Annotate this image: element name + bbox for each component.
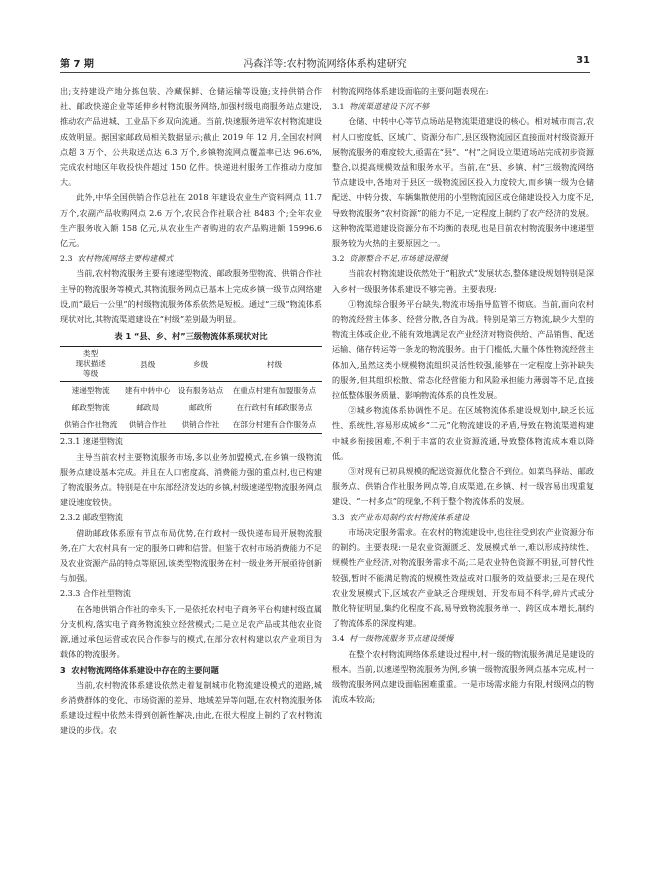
column-header: 村级 (227, 347, 322, 382)
subsection-heading-2-3-1: 2.3.1 速递型物流 (60, 437, 123, 447)
section-heading-3-4 (332, 631, 594, 646)
paragraph: ①物流综合服务平台缺失,物流市场指导监管不彻底。当前,面向农村的物流经营主体多、经营分散,各自为战。特别是第三方物流,缺少大型的物流主体或企业,不能有效地满足农产业经济对物资供给、产品销售、配送运输、储存转运等一条龙的物流服务。由于门槛低,大量个体性物流经营主体加入,虽然这类小规模物流组织灵活性较强,能够在一定程度上弥补缺失的服务,但其组织松散、常态化经营能力和风险承担能力薄弱等不足,直接拉低整体服务质量、影响物流体系的良性发展。 (332, 298, 594, 401)
paragraph: 在整个农村物流网络体系建设过程中,村一级的物流服务满足是建设的根本。当前,以速递型物流服务为例,乡镇一级物流服务网点基本完成,村一级物流服务网点建设面临困难重重。一是市场需求能力有限,村级网点的物流成本较高; (332, 648, 594, 705)
comparison-table (60, 346, 322, 434)
section-number: 2.3 (60, 254, 73, 264)
running-title: 冯森洋等:农村物流网络体系构建研究 (243, 59, 407, 70)
section-number: 3.2 (332, 254, 345, 264)
running-header (60, 55, 590, 71)
paragraph: 主导当前农村主要物流服务市场,多以业务加盟模式,在乡镇一级物流服务点建设基本完成。并且在人口密度高、消费能力强的重点村,也已构建了物流服务点。特别是在中东部经济发达的乡镇,村级速递型物流服务网点建设速度较快。 (60, 451, 322, 508)
table-header-row (60, 347, 322, 382)
corner-label-desc: 现状描述 (75, 359, 106, 369)
table-cell: 邮政型物流 (71, 403, 110, 413)
section-heading-3-3 (332, 510, 594, 525)
subsection-heading-2-3-3: 2.3.3 合作社型物流 (60, 589, 131, 599)
section-heading-2-3 (60, 251, 322, 266)
table-corner-header (60, 347, 121, 382)
corner-label-level: 等级 (83, 369, 99, 379)
table-cell: 供销合作社物流 (64, 420, 118, 430)
section-title: 村一级物流服务节点建设缓慢 (349, 634, 454, 644)
subsection-heading-2-3-2: 2.3.2 邮政型物流 (60, 513, 123, 523)
paragraph: 村物流网络体系建设面临的主要问题表现在: (332, 86, 489, 96)
table-row (60, 416, 322, 434)
table-cell: 供销合作社 (128, 420, 167, 430)
paragraph: ②城乡物流体系协调性不足。在区域物流体系建设规划中,缺乏长远性、系统性,容易形成城乡“二元”化物流建设的矛盾,导致在物流渠道构建中城乡衔接困难,不利于丰富的农业资源流通,导致整体物流成本难以降低。 (332, 405, 594, 461)
section-heading-3-2 (332, 251, 594, 266)
section-number: 3.1 (332, 102, 345, 112)
table-cell: 在行政村有邮政服务点 (236, 403, 313, 413)
section-heading-3 (60, 663, 322, 678)
paragraph: 借助邮政体系原有节点布局优势,在行政村一级快递布局开展物流服务,在广大农村具有一定的服务口碑和信誉。但鉴于农村市场消费能力不足及农业资源产品的特点等原因,该类型物流服务在村一级业务开展亟待创新与加强。 (60, 527, 322, 584)
section-number: 3.4 (332, 634, 345, 644)
section-heading-3-1 (332, 99, 594, 114)
section-number: 3.3 (332, 512, 345, 522)
issue-number: 第 7 期 (60, 59, 94, 70)
header-rule (60, 72, 590, 73)
section-title: 农村物流网络体系建设中存在的主要问题 (71, 664, 219, 675)
section-title: 资源整合不足,市场建设滞缓 (349, 254, 449, 264)
left-column (60, 84, 322, 739)
section-number: 3 (60, 664, 66, 675)
paragraph: 出;支持建设产地分拣包装、冷藏保鲜、仓储运输等设施;支持供销合作社、邮政快递企业等延伸乡村物流服务网络,加强村级电商服务站点建设,推动农产品进城、工业品下乡双向流通。当前,快速服务进军农村物流建设成效明显。据国家邮政局相关数据显示;截止 2019 年 12 月,全国农村网点超 3 万个、公共取送点达 6.3 万个,乡镇物流网点覆盖率已达 96.6%,完成农村地区年收投快件超过 150 亿件。快递进村服务工作推动力度加大。 (60, 86, 322, 188)
column-header: 县级 (121, 347, 174, 382)
table-cell: 设有服务站点 (177, 386, 224, 396)
corner-label-type: 类型 (83, 349, 99, 359)
table-cell: 在重点村建有加盟服务点 (232, 386, 317, 396)
table-caption: 表 1 “县、乡、村”三级物流体系现状对比 (114, 331, 268, 342)
paragraph: 市场决定服务需求。在农村的物流建设中,也往往受到农产业资源分布的制约。主要表现:一是农业资源匮乏、发展模式单一,难以形成持续性、规模性产业经济,对物流服务需求不高;二是农业特色资源不明显,可替代性较强,暂时不能满足物流的规模性效益或对口服务的效益要求;三是在现代农业发展模式下,区域农产业缺乏合理规划、开发布局不科学,碎片式或分散化特征明显,集约化程度不高,易导致物流服务单一、跨区成本增长,制约了物流体系的深度构建。 (332, 526, 594, 629)
paragraph: 当前农村物流建设依然处于“粗放式”发展状态,整体建设规划特别是深入乡村一级服务体系建设不够完善。主要表现: (332, 268, 594, 294)
table-cell: 在部分村建有合作服务点 (232, 420, 317, 430)
paragraph: 仓储、中转中心等节点场站是物流渠道建设的核心。相对城市而言,农村人口密度低、区域广、资源分布广,县区级物流园区直接面对村级资源开展物流服务的难度较大,亟需在“县”、“村”之间设立渠道场站完成初步资源整合,以提高规模效益和服务水平。当前,在“县、乡镇、村”三级物流网络节点建设中,各地对于县区一级物流园区投入力度较大,而乡镇一级为仓储配送、中转分拨、车辆集散使用的小型物流园区或仓储建设投入力度不足,导致物流服务“农村资源”的能力不足,一定程度上制约了农产经济的发展。这种物流渠道建设资源分布不均衡的表现,也是目前农村物流服务中速递型服务较为火热的主要原因之一。 (332, 116, 594, 249)
section-title: 农产业布局制约农村物流体系建设 (349, 512, 470, 522)
section-title: 农村物流网络主要构建模式 (77, 254, 174, 264)
paragraph: 此外,中华全国供销合作总社在 2018 年建设农业生产资料网点 11.7 万个,农副产品收购网点 2.6 万个,农民合作社联合社 8483 个;全年农业生产服务收入额 158 亿元,从农业生产者购进的农产品购进额 15996.6 亿元。 (60, 192, 322, 249)
paragraph: 当前,农村物流服务主要有速递型物流、邮政服务型物流、供销合作社主导的物流服务等模式,其物流服务网点已基本上完成乡镇一级节点网络建设,而“最后一公里”的村级物流服务体系依然是短板。通过“三级”物流体系现状对比,其物流渠道建设在“村级”差别最为明显。 (60, 268, 322, 325)
paragraph: ③对现有已初具规模的配送资源优化整合不到位。如菜鸟驿站、邮政服务点、供销合作社服务网点等,自成渠道,在乡镇、村一级容易出现重复建设、“一村多点”的现象,不利于整个物流体系的发展。 (332, 466, 594, 507)
section-title: 物流渠道建设下沉不够 (349, 102, 430, 112)
table-cell: 速递型物流 (71, 386, 110, 396)
right-column (332, 84, 594, 707)
table-cell: 供销合作社 (181, 420, 220, 430)
paragraph: 当前,农村物流体系建设依然走着复制城市化物流建设模式的道路,城乡消费群体的变化、市场资源的差异、地域差异等问题,在农村物流服务体系建设过程中依然未得到创新性解决,由此,在很大程度上制约了农村物流建设的步伐。农 (60, 679, 322, 736)
table-row (60, 382, 322, 400)
paragraph: 在各地供销合作社的牵头下,一是依托农村电子商务平台构建村级直属分支机构,落实电子商务物流独立经营模式;二是立足农产品或其他农业资源,通过承包运营或农民合作参与的模式,在部分农村构建以农产业项目为载体的物流服务。 (60, 603, 322, 660)
page-number: 31 (576, 55, 590, 66)
table-row (60, 399, 322, 416)
column-header: 乡级 (174, 347, 227, 382)
table-cell: 建有中转中心 (124, 386, 171, 396)
table-cell: 邮政局 (136, 403, 160, 413)
table-cell: 邮政所 (189, 403, 212, 413)
